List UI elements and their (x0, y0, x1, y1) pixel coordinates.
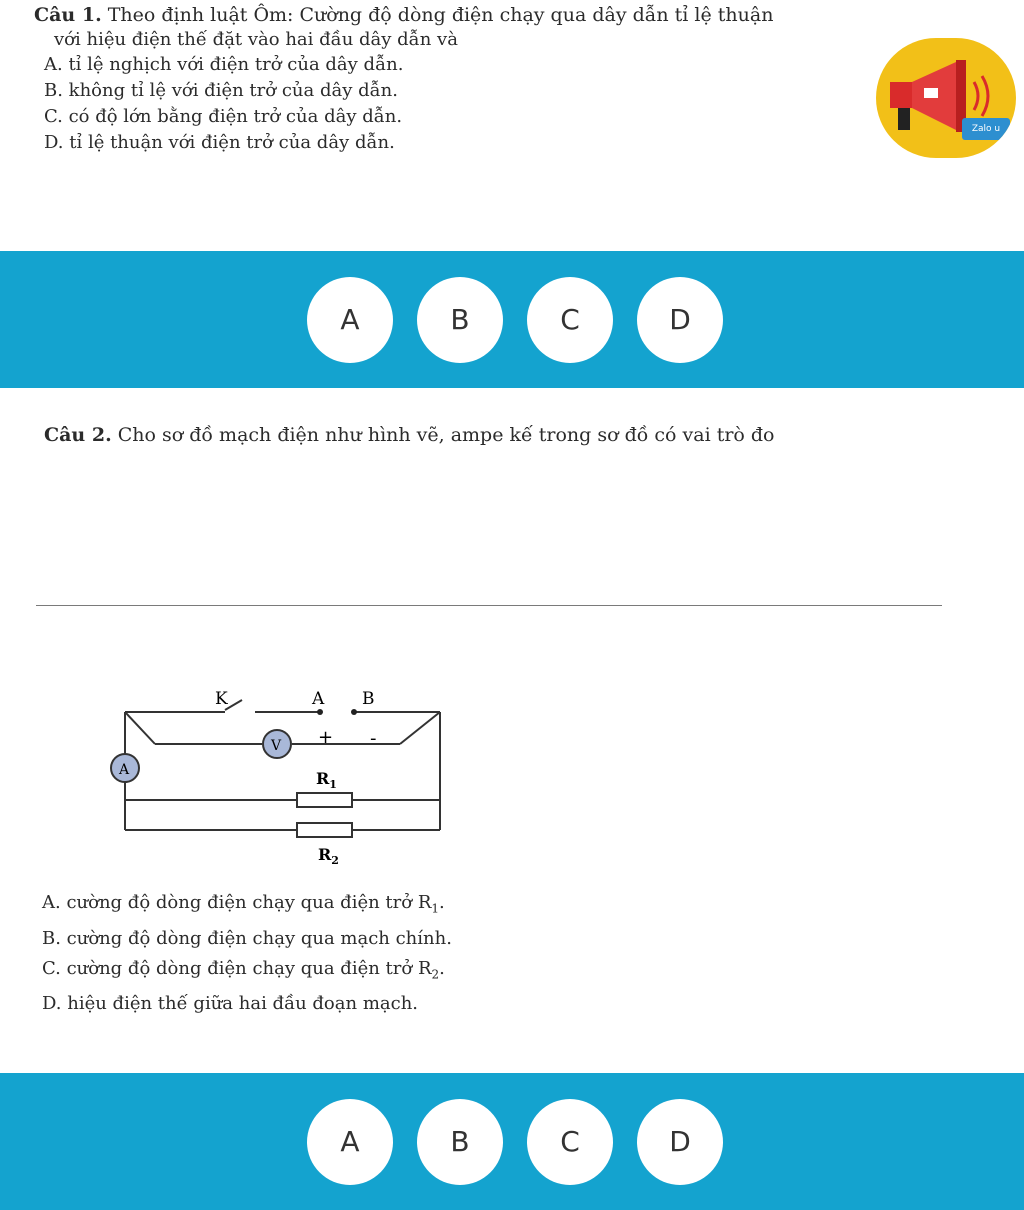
megaphone-badge (876, 38, 1016, 158)
megaphone-icon (876, 38, 1016, 158)
label-a: A (312, 689, 325, 709)
plus-sign: + (318, 727, 334, 748)
question-1 (34, 2, 964, 156)
answer-d-button[interactable]: D (637, 277, 723, 363)
voltmeter-label: V (271, 738, 282, 754)
label-r1: $R_1$ (316, 769, 337, 791)
question-2-option-a: A. cường độ dòng điện chạy qua điện trở $R_1$. (42, 892, 445, 916)
question-2-options (42, 888, 452, 1019)
question-1-label: Câu 1. (34, 4, 102, 26)
minus-sign: - (370, 728, 377, 749)
answer-a-button[interactable]: A (307, 1099, 393, 1185)
answer-c-button[interactable]: C (527, 277, 613, 363)
question-2-option-d: D. hiệu điện thế giữa hai đầu đoạn mạch. (42, 993, 419, 1015)
question-2-label: Câu 2. (44, 424, 112, 446)
question-2-option-b: B. cường độ dòng điện chạy qua mạch chính. (42, 927, 452, 949)
question-2-option-c: C. cường độ dòng điện chạy qua điện trở $R_2$. (42, 957, 445, 982)
answer-d-button[interactable]: D (637, 1099, 723, 1185)
answer-b-button[interactable]: B (417, 277, 503, 363)
circuit-diagram (100, 680, 460, 875)
question-1-stem (34, 2, 964, 28)
question-1-option-d: D. tỉ lệ thuận với điện trở của dây dẫn. (44, 132, 395, 153)
question-2-text: Cho sơ đồ mạch điện như hình vẽ, ampe kế trong sơ đồ có vai trò đo (117, 424, 775, 446)
badge-tag: Zalo u (962, 118, 1010, 140)
divider (36, 605, 942, 606)
label-k: K (215, 689, 228, 709)
answer-c-button[interactable]: C (527, 1099, 613, 1185)
terminal-b (351, 709, 357, 715)
answer-a-button[interactable]: A (307, 277, 393, 363)
label-b: B (362, 689, 375, 709)
terminal-a (317, 709, 323, 715)
question-1-text: Theo định luật Ôm: Cường độ dòng điện chạy qua dây dẫn tỉ lệ thuận (107, 4, 774, 26)
answer-bar-1 (0, 251, 1024, 388)
answer-b-button[interactable]: B (417, 1099, 503, 1185)
question-1-option-a: A. tỉ lệ nghịch với điện trở của dây dẫn. (44, 54, 404, 75)
label-r2: $R_2$ (318, 845, 339, 867)
question-1-option-c: C. có độ lớn bằng điện trở của dây dẫn. (44, 106, 403, 127)
question-2 (44, 422, 974, 448)
question-1-option-b: B. không tỉ lệ với điện trở của dây dẫn. (44, 80, 398, 101)
question-2-stem (44, 422, 974, 448)
question-1-text-cont: với hiệu điện thế đặt vào hai đầu dây dẫn và (54, 29, 458, 50)
ammeter-label: A (119, 762, 130, 778)
answer-bar-2 (0, 1073, 1024, 1210)
